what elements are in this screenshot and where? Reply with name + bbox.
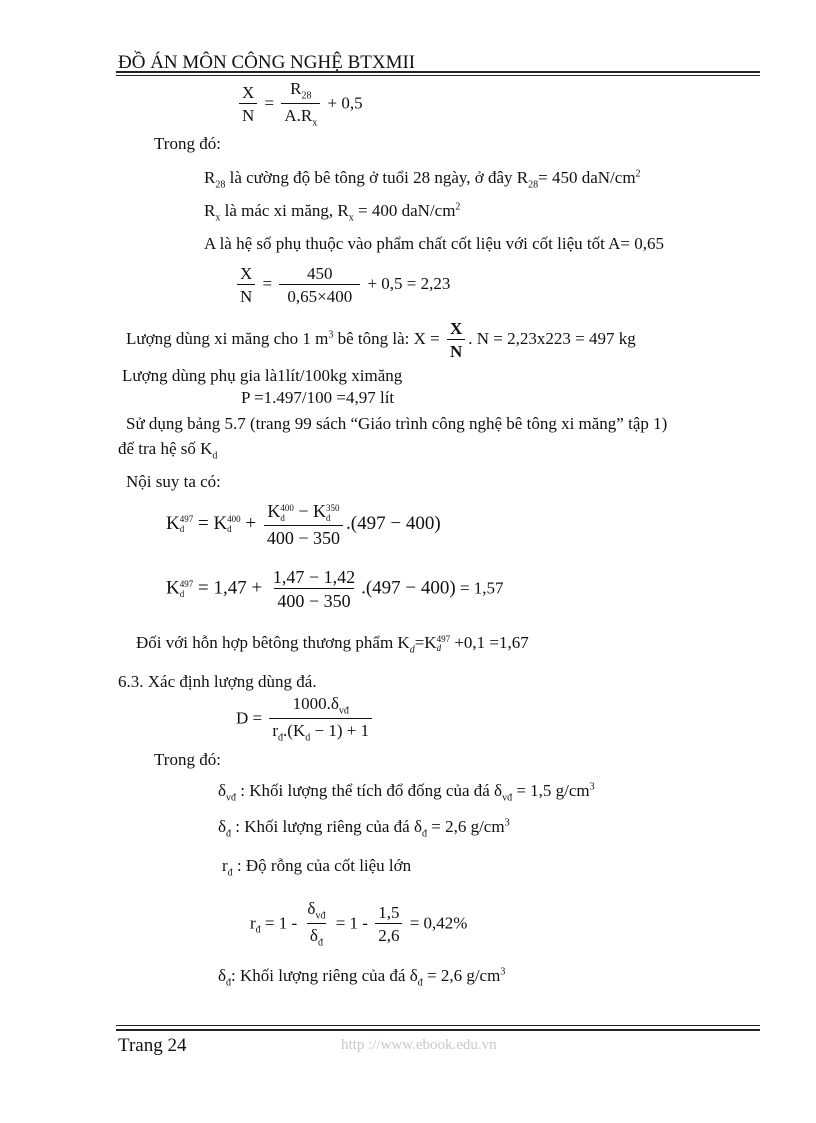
page-header-title: ĐỒ ÁN MÔN CÔNG NGHỆ BTXMII <box>118 52 416 73</box>
trong-do-label-2: Trong đó: <box>154 750 221 769</box>
rd-definition: $r_đ$ : Độ rỗng của cốt liệu lớn <box>222 856 412 879</box>
eq-ratio-computed: $\frac{X}{N}$ = $\frac{450}{0,65\times 400}$ + 0,5 = 2,23 <box>234 265 450 305</box>
r28-definition: $R_{28}$ là cường độ bê tông ở tuổi 28 ngày, ở đây $R_{28}= 450$ daN/$cm^2$ <box>204 168 641 191</box>
a-definition: A là hệ số phụ thuộc vào phẩm chất cốt liệu với cốt liệu tốt A= 0,65 <box>204 234 665 253</box>
footer-page-number: Trang 24 <box>118 1035 187 1056</box>
table-reference-line1: Sử dụng bảng 5.7 (trang 99 sách “Giáo trình công nghệ bê tông xi măng” tập 1) <box>126 414 668 433</box>
interpolation-eq-1: K 497 d = K 400 d + K 400 d − K 350 d 400 − 350 .(497 − 400) <box>166 501 441 548</box>
eq-stone-amount: D = $\frac{1000.\delta_{vđ}}{r_đ.(K_d - 1) + 1}$ <box>236 695 375 744</box>
additive-p-line: P =1.497/100 =4,97 lít <box>241 388 395 407</box>
interpolation-eq-2: K 497 d = 1,47 + $\frac{1,47 - 1,42}{400 - 350}$ .(497 − 400) = 1,57 <box>166 567 504 611</box>
cement-amount-line: Lượng dùng xi măng cho 1 $m^3$ bê tông là: X = $\frac{X}{N}$ . N = 2,23x223 = 497 kg <box>126 319 636 361</box>
delta-d-definition: $\delta_đ$ : Khối lượng riêng của đá $\delta_đ = 2,6$ $g/cm^3$ <box>218 817 510 840</box>
eq-porosity: $r_đ = 1$ - $\frac{\delta_{vđ}}{\delta_đ}$ = 1 - $\frac{1,5}{2,6}$ = 0,42% <box>250 899 468 949</box>
table-reference-line2: để tra hệ số $K_d$ <box>118 439 218 462</box>
header-rule-1 <box>116 71 760 73</box>
additive-line: Lượng dùng phụ gia là1lít/100kg ximăng <box>122 366 403 385</box>
ready-mix-kd-line: Đối với hỗn hợp bêtông thương phẩm $K_d=K$ 497 d +0,1 =1,67 <box>136 633 529 656</box>
interpolation-title: Nội suy ta có: <box>126 472 221 491</box>
footer-rule-1 <box>116 1025 760 1026</box>
rx-definition: $R_x$ là mác xi măng, $R_x = 400$ daN/$cm^2$ <box>204 201 461 224</box>
trong-do-label: Trong đó: <box>154 134 221 153</box>
footer-url: http ://www.ebook.edu.vn <box>341 1037 497 1053</box>
footer-rule-2 <box>116 1029 760 1031</box>
header-rule-2 <box>116 75 760 76</box>
eq-water-cement-ratio: $\frac{X}{N}$ = $\frac{R_{28}}{A.R_x}$ + 0,5 <box>236 80 363 129</box>
section-6-3-heading: 6.3. Xác định lượng dùng đá. <box>118 672 317 691</box>
delta-d-definition-2: $\delta_đ$: Khối lượng riêng của đá $\delta_đ = 2,6$ $g/cm^3$ <box>218 966 506 989</box>
delta-vd-definition: $\delta_{vđ}$ : Khối lượng thể tích đổ đống của đá $\delta_{vđ} = 1,5$ $g/cm^3$ <box>218 781 595 804</box>
